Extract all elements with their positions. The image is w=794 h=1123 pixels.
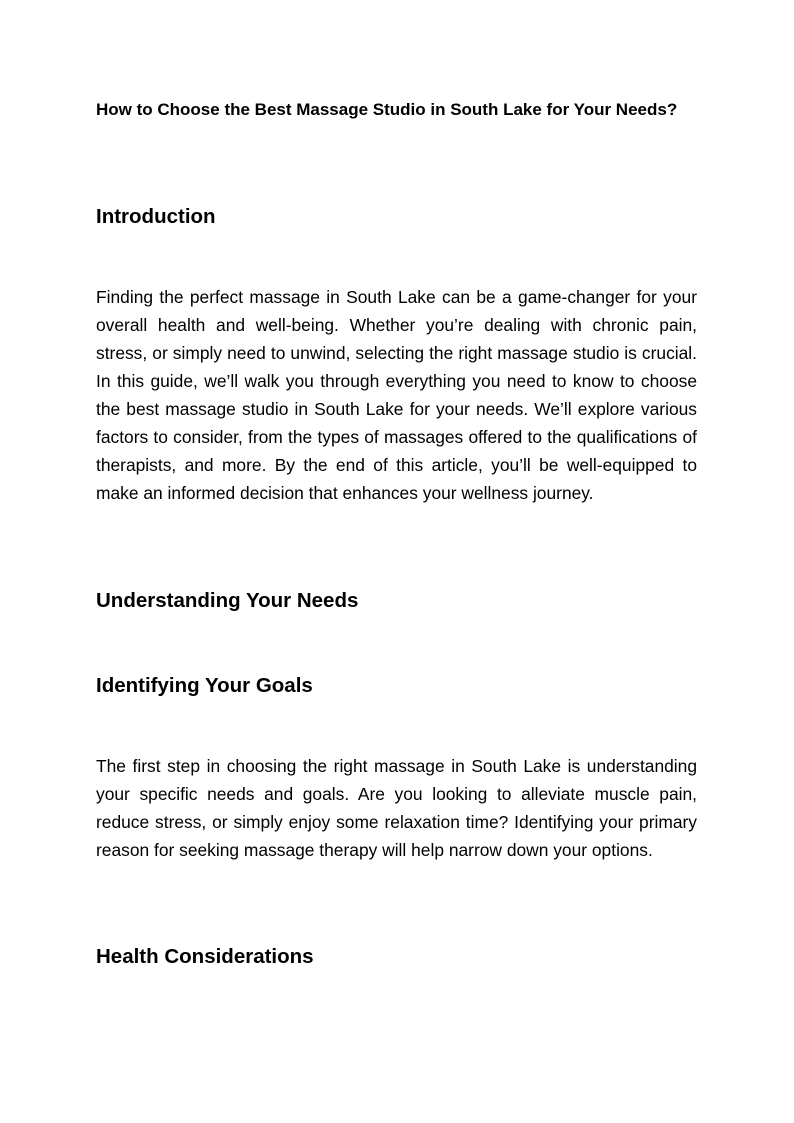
document-title: How to Choose the Best Massage Studio in South Lake for Your Needs? [96,100,678,119]
health-considerations-heading: Health Considerations [96,945,314,968]
introduction-paragraph: Finding the perfect massage in South Lake can be a game-changer for your overall health and well-being. Whether you’re dealing with chronic pain, stress, or simply need to unwind, selecting the right massage studio is crucial. In this guide, we’ll walk you through everything you need to know to choose the best massage studio in South Lake for your needs. We’ll explore various factors to consider, from the types of massages offered to the qualifications of therapists, and more. By the end of this article, you’ll be well-equipped to make an informed decision that enhances your wellness journey. [96,287,697,503]
document-page [96,0,697,1123]
identifying-goals-heading: Identifying Your Goals [96,674,313,697]
identifying-goals-paragraph: The first step in choosing the right massage in South Lake is understanding your specific needs and goals. Are you looking to alleviate muscle pain, reduce stress, or simply enjoy some relaxation time? Identifying your primary reason for seeking massage therapy will help narrow down your options. [96,756,697,860]
understanding-needs-heading: Understanding Your Needs [96,589,359,612]
introduction-heading: Introduction [96,205,216,228]
